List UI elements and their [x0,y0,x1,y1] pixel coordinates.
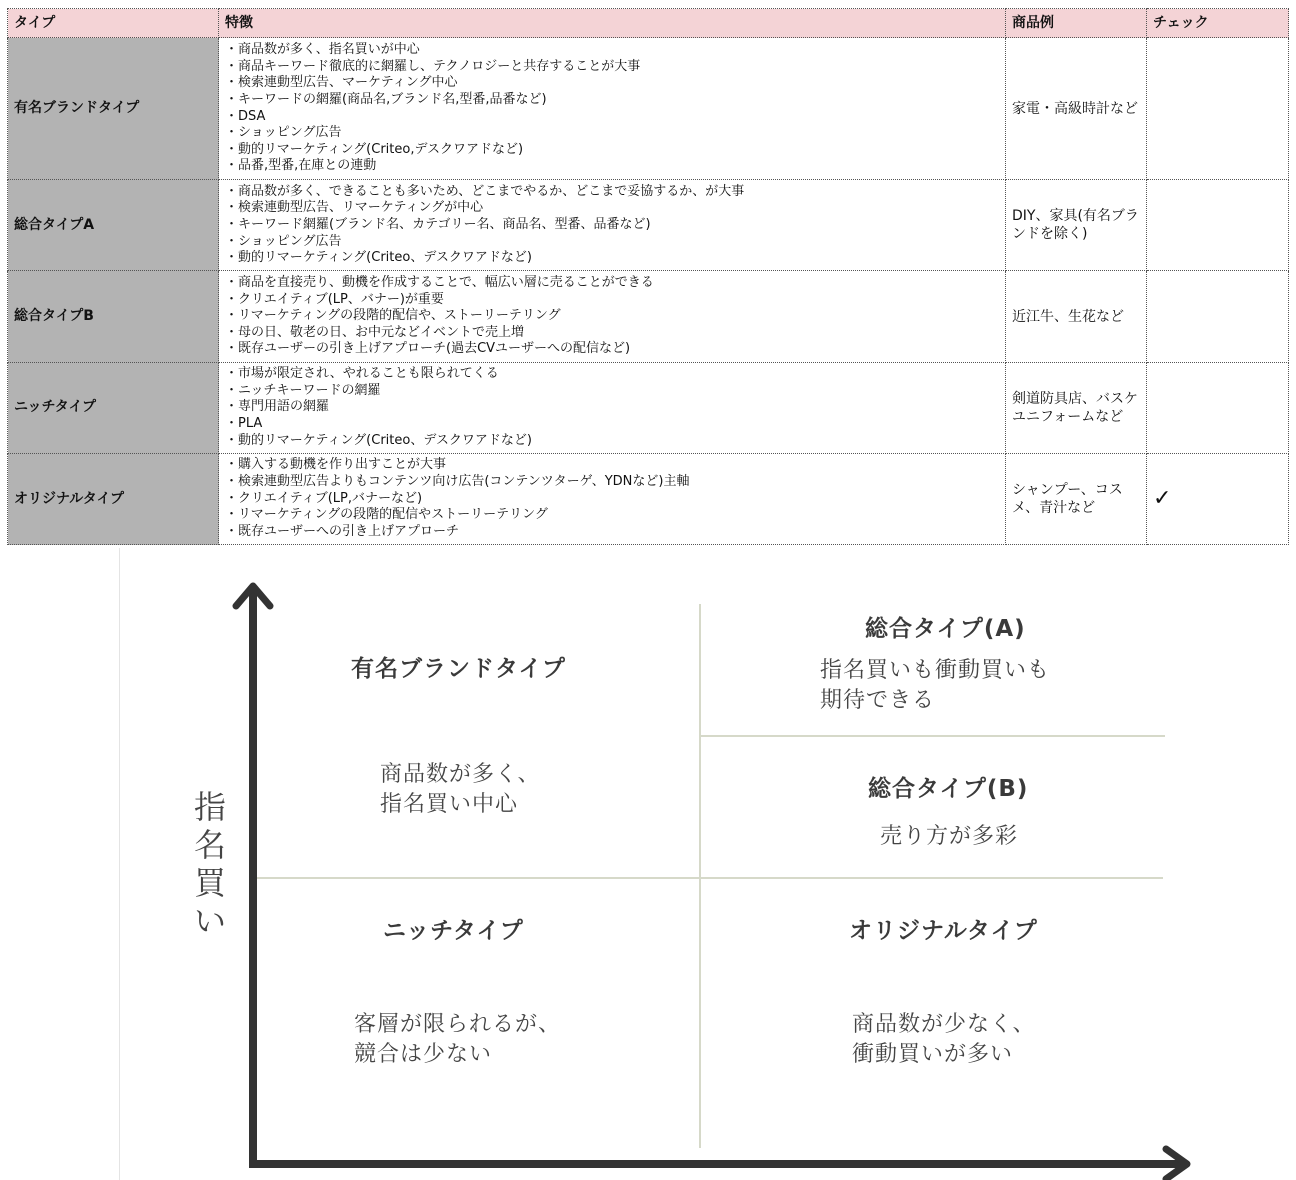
check-cell[interactable] [1147,38,1289,180]
desc-line: 売り方が多彩 [880,824,1019,849]
example-cell: シャンプー、コスメ、青汁など [1006,453,1147,544]
quadrant-desc-general-b [880,822,1018,852]
feature-line: ・検索連動型広告、マーケティング中心 [225,75,458,91]
y-axis-label-char: 指 [193,788,226,826]
feature-line: ・リマーケティングの段階的配信や、ストーリーテリング [225,308,561,324]
features-cell [219,38,1006,180]
type-cell: ニッチタイプ [8,362,219,453]
check-cell[interactable] [1147,362,1289,453]
header-example: 商品例 [1006,9,1147,38]
features-cell [219,180,1006,271]
desc-line: 商品数が多く、 [380,762,541,787]
feature-line: ・商品キーワード徹底的に網羅し、テクノロジーと共存することが大事 [225,58,641,74]
feature-line: ・検索連動型広告、リマーケティングが中心 [225,200,484,216]
desc-line: 客層が限られるが、 [354,1012,562,1037]
y-axis-label-char: 名 [193,826,226,864]
feature-line: ・PLA [225,415,263,431]
table-row [8,362,1289,453]
type-cell: 総合タイプB [8,271,219,362]
feature-line: ・動的リマーケティング(Criteo、デスクワアドなど) [225,250,532,266]
y-axis-label-char: 買 [193,864,226,902]
example-cell: 剣道防具店、バスケユニフォームなど [1006,362,1147,453]
quadrant-title-general-b: 総合タイプ(B) [868,776,1029,802]
feature-line: ・市場が限定され、やれることも限られてくる [225,366,499,382]
feature-line: ・品番,型番,在庫との連動 [225,158,377,174]
table-header-row [8,9,1289,38]
y-axis-label-char: い [193,902,226,940]
feature-line: ・商品を直接売り、動機を作成することで、幅広い層に売ることができる [225,275,654,291]
features-cell [219,453,1006,544]
desc-line: 衝動買いが多い [852,1042,1014,1067]
feature-line: ・商品数が多く、できることも多いため、どこまでやるか、どこまで妥協するか、が大事 [225,183,745,199]
feature-line: ・キーワードの網羅(商品名,ブランド名,型番,品番など) [225,92,547,108]
check-cell[interactable] [1147,180,1289,271]
quadrant-desc-niche [354,1010,561,1070]
ec-type-table [7,8,1289,545]
feature-line: ・ショッピング広告 [225,125,342,141]
header-type: タイプ [8,9,219,38]
example-cell: 家電・高級時計など [1006,38,1147,180]
desc-line: 競合は少ない [354,1042,493,1067]
type-cell: オリジナルタイプ [8,453,219,544]
check-cell[interactable] [1147,271,1289,362]
features-cell [219,271,1006,362]
quadrant-desc-original [852,1010,1036,1070]
table-row [8,271,1289,362]
feature-line: ・リマーケティングの段階的配信やストーリーテリング [225,507,548,523]
table-row [8,38,1289,180]
positioning-matrix [0,548,1296,1180]
header-check: チェック [1147,9,1289,38]
type-cell: 有名ブランドタイプ [8,38,219,180]
quadrant-desc-famous-brand [380,760,541,820]
feature-line: ・専門用語の網羅 [225,399,330,415]
feature-line: ・クリエイティブ(LP,バナーなど) [225,490,423,506]
header-features: 特徴 [219,9,1006,38]
feature-line: ・ショッピング広告 [225,233,342,249]
feature-line: ・動的リマーケティング(Criteo,デスクワアドなど) [225,141,524,157]
feature-line: ・動的リマーケティング(Criteo、デスクワアドなど) [225,432,532,448]
table-row [8,180,1289,271]
desc-line: 期待できる [820,688,936,713]
quadrant-desc-general-a [820,656,1050,716]
desc-line: 指名買いも衝動買いも [820,658,1051,683]
feature-line: ・既存ユーザーの引き上げアプローチ(過去CVユーザーへの配信など) [225,341,631,357]
quadrant-title-general-a: 総合タイプ(A) [865,616,1026,642]
features-cell [219,362,1006,453]
feature-line: ・商品数が多く、指名買いが中心 [225,42,420,58]
example-cell: 近江牛、生花など [1006,271,1147,362]
feature-line: ・母の日、敬老の日、お中元などイベントで売上増 [225,324,525,340]
feature-line: ・既存ユーザーへの引き上げアプローチ [225,523,460,539]
feature-line: ・クリエイティブ(LP、バナー)が重要 [225,291,444,307]
check-cell check-mark-icon[interactable]: ✓ [1147,453,1289,544]
feature-line: ・DSA [225,108,266,124]
feature-line: ・キーワード網羅(ブランド名、カテゴリー名、商品名、型番、品番など) [225,217,651,233]
example-cell: DIY、家具(有名ブランドを除く) [1006,180,1147,271]
quadrant-title-famous-brand: 有名ブランドタイプ [351,656,566,682]
quadrant-title-niche: ニッチタイプ [383,918,524,944]
type-cell: 総合タイプA [8,180,219,271]
y-axis-label [190,788,230,940]
desc-line: 指名買い中心 [380,792,519,817]
desc-line: 商品数が少なく、 [852,1012,1036,1037]
table-row [8,453,1289,544]
feature-line: ・ニッチキーワードの網羅 [225,382,381,398]
feature-line: ・検索連動型広告よりもコンテンツ向け広告(コンテンツターゲ、YDNなど)主軸 [225,474,690,489]
quadrant-title-original: オリジナルタイプ [849,918,1038,944]
feature-line: ・購入する動機を作り出すことが大事 [225,457,447,473]
